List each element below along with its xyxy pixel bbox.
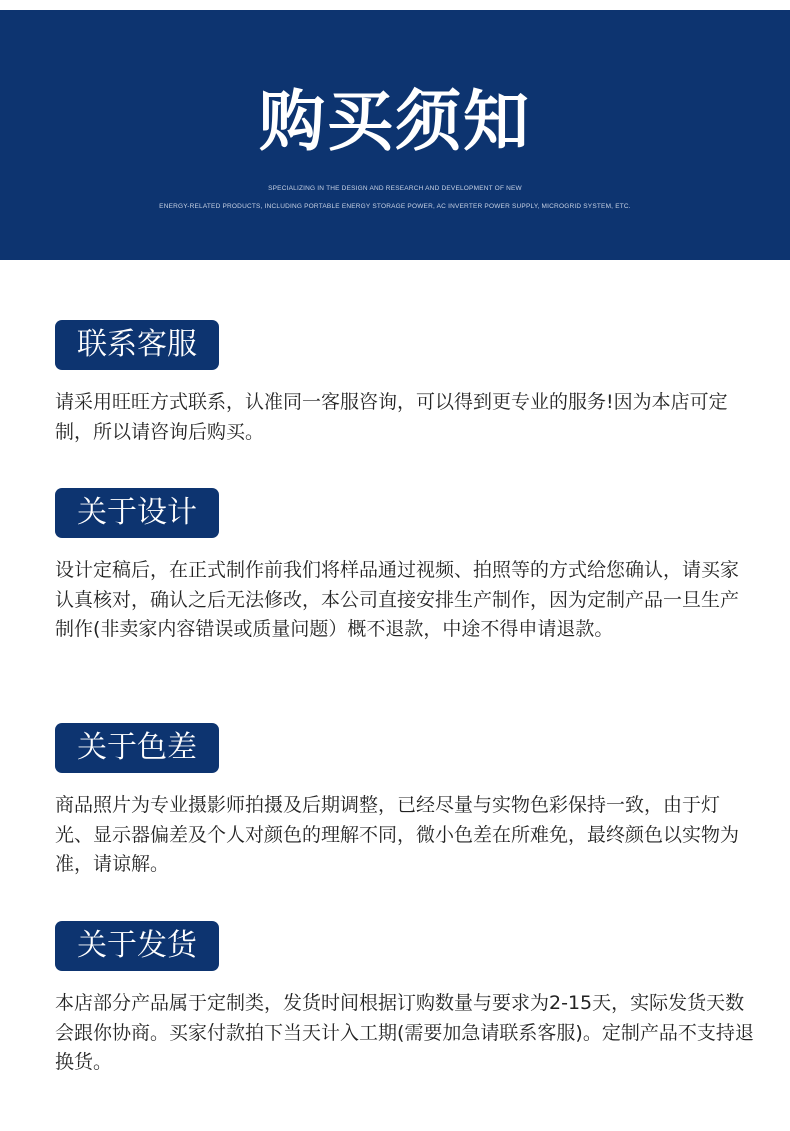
section-contact-service [55,320,755,447]
section-body-text: 设计定稿后，在正式制作前我们将样品通过视频、拍照等的方式给您确认，请买家认真核对，确认之后无法修改，本公司直接安排生产制作，因为定制产品一旦生产制作(非卖家内容错误或质量问题）概不退款，中途不得申请退款。 [55,559,740,640]
banner-subtitle-line-1: SPECIALIZING IN THE DESIGN AND RESEARCH AND DEVELOPMENT OF NEW [268,185,522,192]
section-body-text: 请采用旺旺方式联系，认准同一客服咨询，可以得到更专业的服务!因为本店可定制，所以请咨询后购买。 [55,391,728,443]
section-body-text: 商品照片为专业摄影师拍摄及后期调整，已经尽量与实物色彩保持一致，由于灯光、显示器偏差及个人对颜色的理解不同，微小色差在所难免，最终颜色以实物为准，请谅解。 [55,794,740,875]
banner-subtitle-line-2: ENERGY-RELATED PRODUCTS, INCLUDING PORTABLE ENERGY STORAGE POWER, AC INVERTER POWER SUPPLY, MICROGRID SYSTEM, ETC. [159,203,631,210]
section-heading-badge: 关于色差 [55,723,219,773]
header-banner [0,10,790,260]
section-about-color-difference [55,723,755,880]
section-about-shipping [55,921,755,1078]
section-about-design [55,488,755,645]
section-body-text: 本店部分产品属于定制类，发货时间根据订购数量与要求为2-15天，实际发货天数会跟你协商。买家付款拍下当天计入工期(需要加急请联系客服)。定制产品不支持退换货。 [55,992,754,1073]
section-heading-badge: 关于发货 [55,921,219,971]
section-heading-badge: 关于设计 [55,488,219,538]
page-title: 购买须知 [259,83,531,160]
section-heading-badge: 联系客服 [55,320,219,370]
